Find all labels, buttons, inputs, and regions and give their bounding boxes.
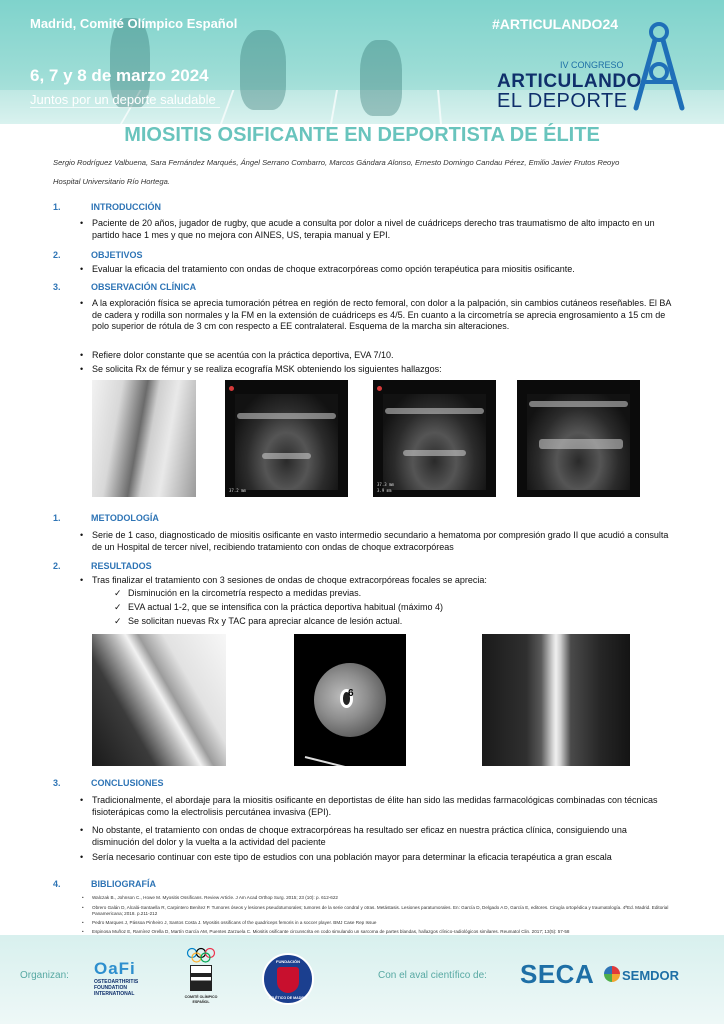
event-location: Madrid, Comité Olímpico Español: [30, 16, 238, 31]
coe-shield-icon: [190, 965, 212, 991]
objetivos-bullet: • Evaluar la eficacia del tratamiento con ondas de choque extracorpóreas como opción terapéutica para miositis osificante.: [92, 264, 672, 276]
section-number: 3.: [53, 282, 61, 292]
section-heading-objetivos: [53, 250, 143, 260]
femur-xray-image: [92, 380, 196, 497]
ultrasound-measure: 3.9 mm: [377, 488, 392, 493]
section-heading-metodologia: [53, 513, 159, 523]
ultrasound-echo-band: [403, 450, 467, 456]
poster-title: MIOSITIS OSIFICANTE EN DEPORTISTA DE ÉLITE: [124, 124, 600, 146]
header-banner: [0, 0, 724, 124]
coe-logo-text: COMITÉ OLÍMPICO ESPAÑOL: [184, 995, 218, 1004]
author-list: Sergio Rodríguez Valbuena, Sara Fernández Marqués, Ángel Serrano Combarro, Marcos Gándara Alonso, Ernesto Domingo Candau Pérez, Emilio Javier Frutos Reoyo: [53, 158, 620, 167]
metodologia-bullet: • Serie de 1 caso, diagnosticado de miositis osificante en vasto intermedio secundario a hematoma por compresión grado II que acudió a consulta de un Hospital de tercer nivel, recibiendo tratamiento con ondas de choque extracorpóreas: [92, 530, 672, 553]
resultados-check-item: ✓ EVA actual 1-2, que se intensifica con la práctica deportiva habitual (máximo 4): [128, 602, 668, 614]
oafi-logo: OaFi: [94, 959, 136, 978]
atletico-crest-icon: [277, 967, 299, 993]
ultrasound-echo-band: [529, 401, 627, 407]
seca-logo: SECA: [520, 959, 595, 989]
reference-item: • Pedro Marques J, Pássoa Pinheiro J, Santos Costa J. Myositis ossificans of the quadriceps femoris in a soccer player. BMJ Case Rep Issue: [92, 920, 672, 926]
conclusiones-bullet: • Sería necesario continuar con este tipo de estudios con una población mayor para determinar la eficacia terapéutica a gran escala: [92, 852, 672, 864]
semdor-logo-icon: [604, 966, 620, 982]
section-heading-introduccion: [53, 202, 161, 212]
fundacion-label: FUNDACIÓN: [276, 959, 300, 964]
event-dates: 6, 7 y 8 de marzo 2024: [30, 66, 209, 85]
ultrasound-echo-band: [539, 439, 623, 449]
reference-item: • Obrero Galán D, Alcalá-Santaella R, Carpintero Benítez P. Tumores óseos y lesiones pseudotumorales; tumores de la serie condral y otras. Metástasis. Lesiones paratumorales. En: García D, Delgado A D, García E, editores. Cirugía ortopédica y traumatología. 4ªEd. Madrid. Editorial Panamericana; 2018. p.211-212: [92, 905, 672, 917]
section-heading-observacion: [53, 282, 196, 292]
section-number: 1.: [53, 202, 61, 212]
section-number: 3.: [53, 778, 61, 788]
runner-silhouette: [360, 40, 402, 116]
ultrasound-echo-band: [385, 408, 483, 414]
ct-label: 6: [348, 688, 354, 699]
ultrasound-image: [373, 380, 496, 497]
ultrasound-echo-band: [237, 413, 335, 419]
oafi-logo-subtitle: OSTEOARTHRITIS FOUNDATION INTERNATIONAL: [94, 979, 139, 997]
section-heading-resultados: [53, 561, 152, 571]
conclusiones-bullet: • Tradicionalmente, el abordaje para la miositis osificante en deportistas de élite han sido las medidas farmacológicas combinadas con técnicas fisioterápicas como la electrolisis percutánea invasiva (EPI).: [92, 795, 672, 818]
olympic-rings-icon: [186, 947, 216, 963]
resultados-check-item: ✓ Disminución en la circometría respecto a medidas previas.: [128, 588, 668, 600]
reference-item: • Walczak B., Johnson C., Howe M. Myositis Ossificans. Review Article. J Am Acad Orthop Surg. 2015; 23 (10): p. 612-622: [92, 895, 672, 901]
ultrasound-marker-icon: [229, 386, 234, 391]
semdor-logo: SEMDOR: [622, 968, 680, 983]
congress-label: IV CONGRESO: [560, 60, 624, 70]
logo-text-articulando: ARTICULANDO: [497, 71, 642, 92]
section-number: 2.: [53, 250, 61, 260]
section-number: 1.: [53, 513, 61, 523]
articulando-a-logo-icon: [628, 20, 690, 112]
section-number: 4.: [53, 879, 61, 889]
follow-up-xray-image: [92, 634, 226, 766]
reference-item: • Espinosa Muñoz E, Ramírez Orella D, Martín García AM, Puentes Zarzuela C. Miositis osificante circunscrita en codo simulando un sarcoma de partes blandas, hallazgos clínico-radiológicos similares. Reumatol Clin. 2017; 13(5): 57-58: [92, 929, 672, 935]
conclusiones-bullet: • No obstante, el tratamiento con ondas de choque extracorpóreas ha resultado ser eficaz en nuestra práctica clínica, consiguiendo una disminución del dolor y la vuelta a la actividad del paciente: [92, 825, 672, 848]
scientific-endorsement-label: Con el aval científico de:: [378, 970, 487, 981]
ct-scan-image: [294, 634, 406, 766]
resultados-bullet: • Tras finalizar el tratamiento con 3 sesiones de ondas de choque extracorpóreas focales se aprecia:: [92, 575, 672, 587]
fundacion-atletico-logo: [262, 953, 314, 1005]
event-hashtag: #ARTICULANDO24: [492, 16, 619, 32]
tac-sagittal-image: [482, 634, 630, 766]
observacion-bullet: • Se solicita Rx de fémur y se realiza ecografía MSK obteniendo los siguientes hallazgos:: [92, 364, 672, 376]
section-heading-bibliografia: [53, 879, 156, 889]
section-title: METODOLOGÍA: [91, 513, 159, 523]
ultrasound-measure: 37.2 mm: [229, 488, 246, 493]
section-title: OBSERVACIÓN CLÍNICA: [91, 282, 197, 292]
section-number: 2.: [53, 561, 61, 571]
ct-measure-line: [305, 756, 371, 766]
ultrasound-image: [225, 380, 348, 497]
section-title: CONCLUSIONES: [91, 778, 164, 788]
event-motto: Juntos por un deporte saludable: [30, 92, 220, 108]
logo-text-el-deporte: EL DEPORTE: [497, 90, 628, 112]
section-title: BIBLIOGRAFÍA: [91, 879, 156, 889]
ultrasound-image: [517, 380, 640, 497]
observacion-bullet: • Refiere dolor constante que se acentúa con la práctica deportiva, EVA 7/10.: [92, 350, 672, 362]
observacion-bullet: • A la exploración física se aprecia tumoración pétrea en región de recto femoral, con dolor a la palpación, sin cambios cutáneos reseñables. El BA de cadera y rodilla son normales y la FM en la extensión de cuádriceps es 4/5. En cuanto a la circometría se aprecia engrosamiento a 15 cm de polo superior de rótula de 3 cm con respecto a EE contralateral. Esquema de la marcha sin alteraciones.: [92, 298, 672, 333]
section-title: RESULTADOS: [91, 561, 152, 571]
organizers-label: Organizan:: [20, 970, 69, 981]
intro-bullet: • Paciente de 20 años, jugador de rugby, que acude a consulta por dolor a nivel de cuádriceps derecho tras traumatismo de alto impacto en un partido hace 1 mes y que no mejora con AINES, US, terapia manual y EPI.: [92, 218, 672, 241]
sponsor-footer: [0, 935, 724, 1024]
atletico-label: ATLÉTICO DE MADRID: [268, 996, 308, 1000]
resultados-check-item: ✓ Se solicitan nuevas Rx y TAC para apreciar alcance de lesión actual.: [128, 616, 668, 628]
ultrasound-measure: 37.3 mm: [377, 482, 394, 487]
ultrasound-echo-band: [262, 453, 311, 459]
section-title: INTRODUCCIÓN: [91, 202, 161, 212]
section-title: OBJETIVOS: [91, 250, 143, 260]
section-heading-conclusiones: [53, 778, 164, 788]
ultrasound-marker-icon: [377, 386, 382, 391]
runner-silhouette: [240, 30, 286, 110]
ultrasound-field: [235, 394, 338, 490]
affiliation: Hospital Universitario Río Hortega.: [53, 177, 170, 186]
